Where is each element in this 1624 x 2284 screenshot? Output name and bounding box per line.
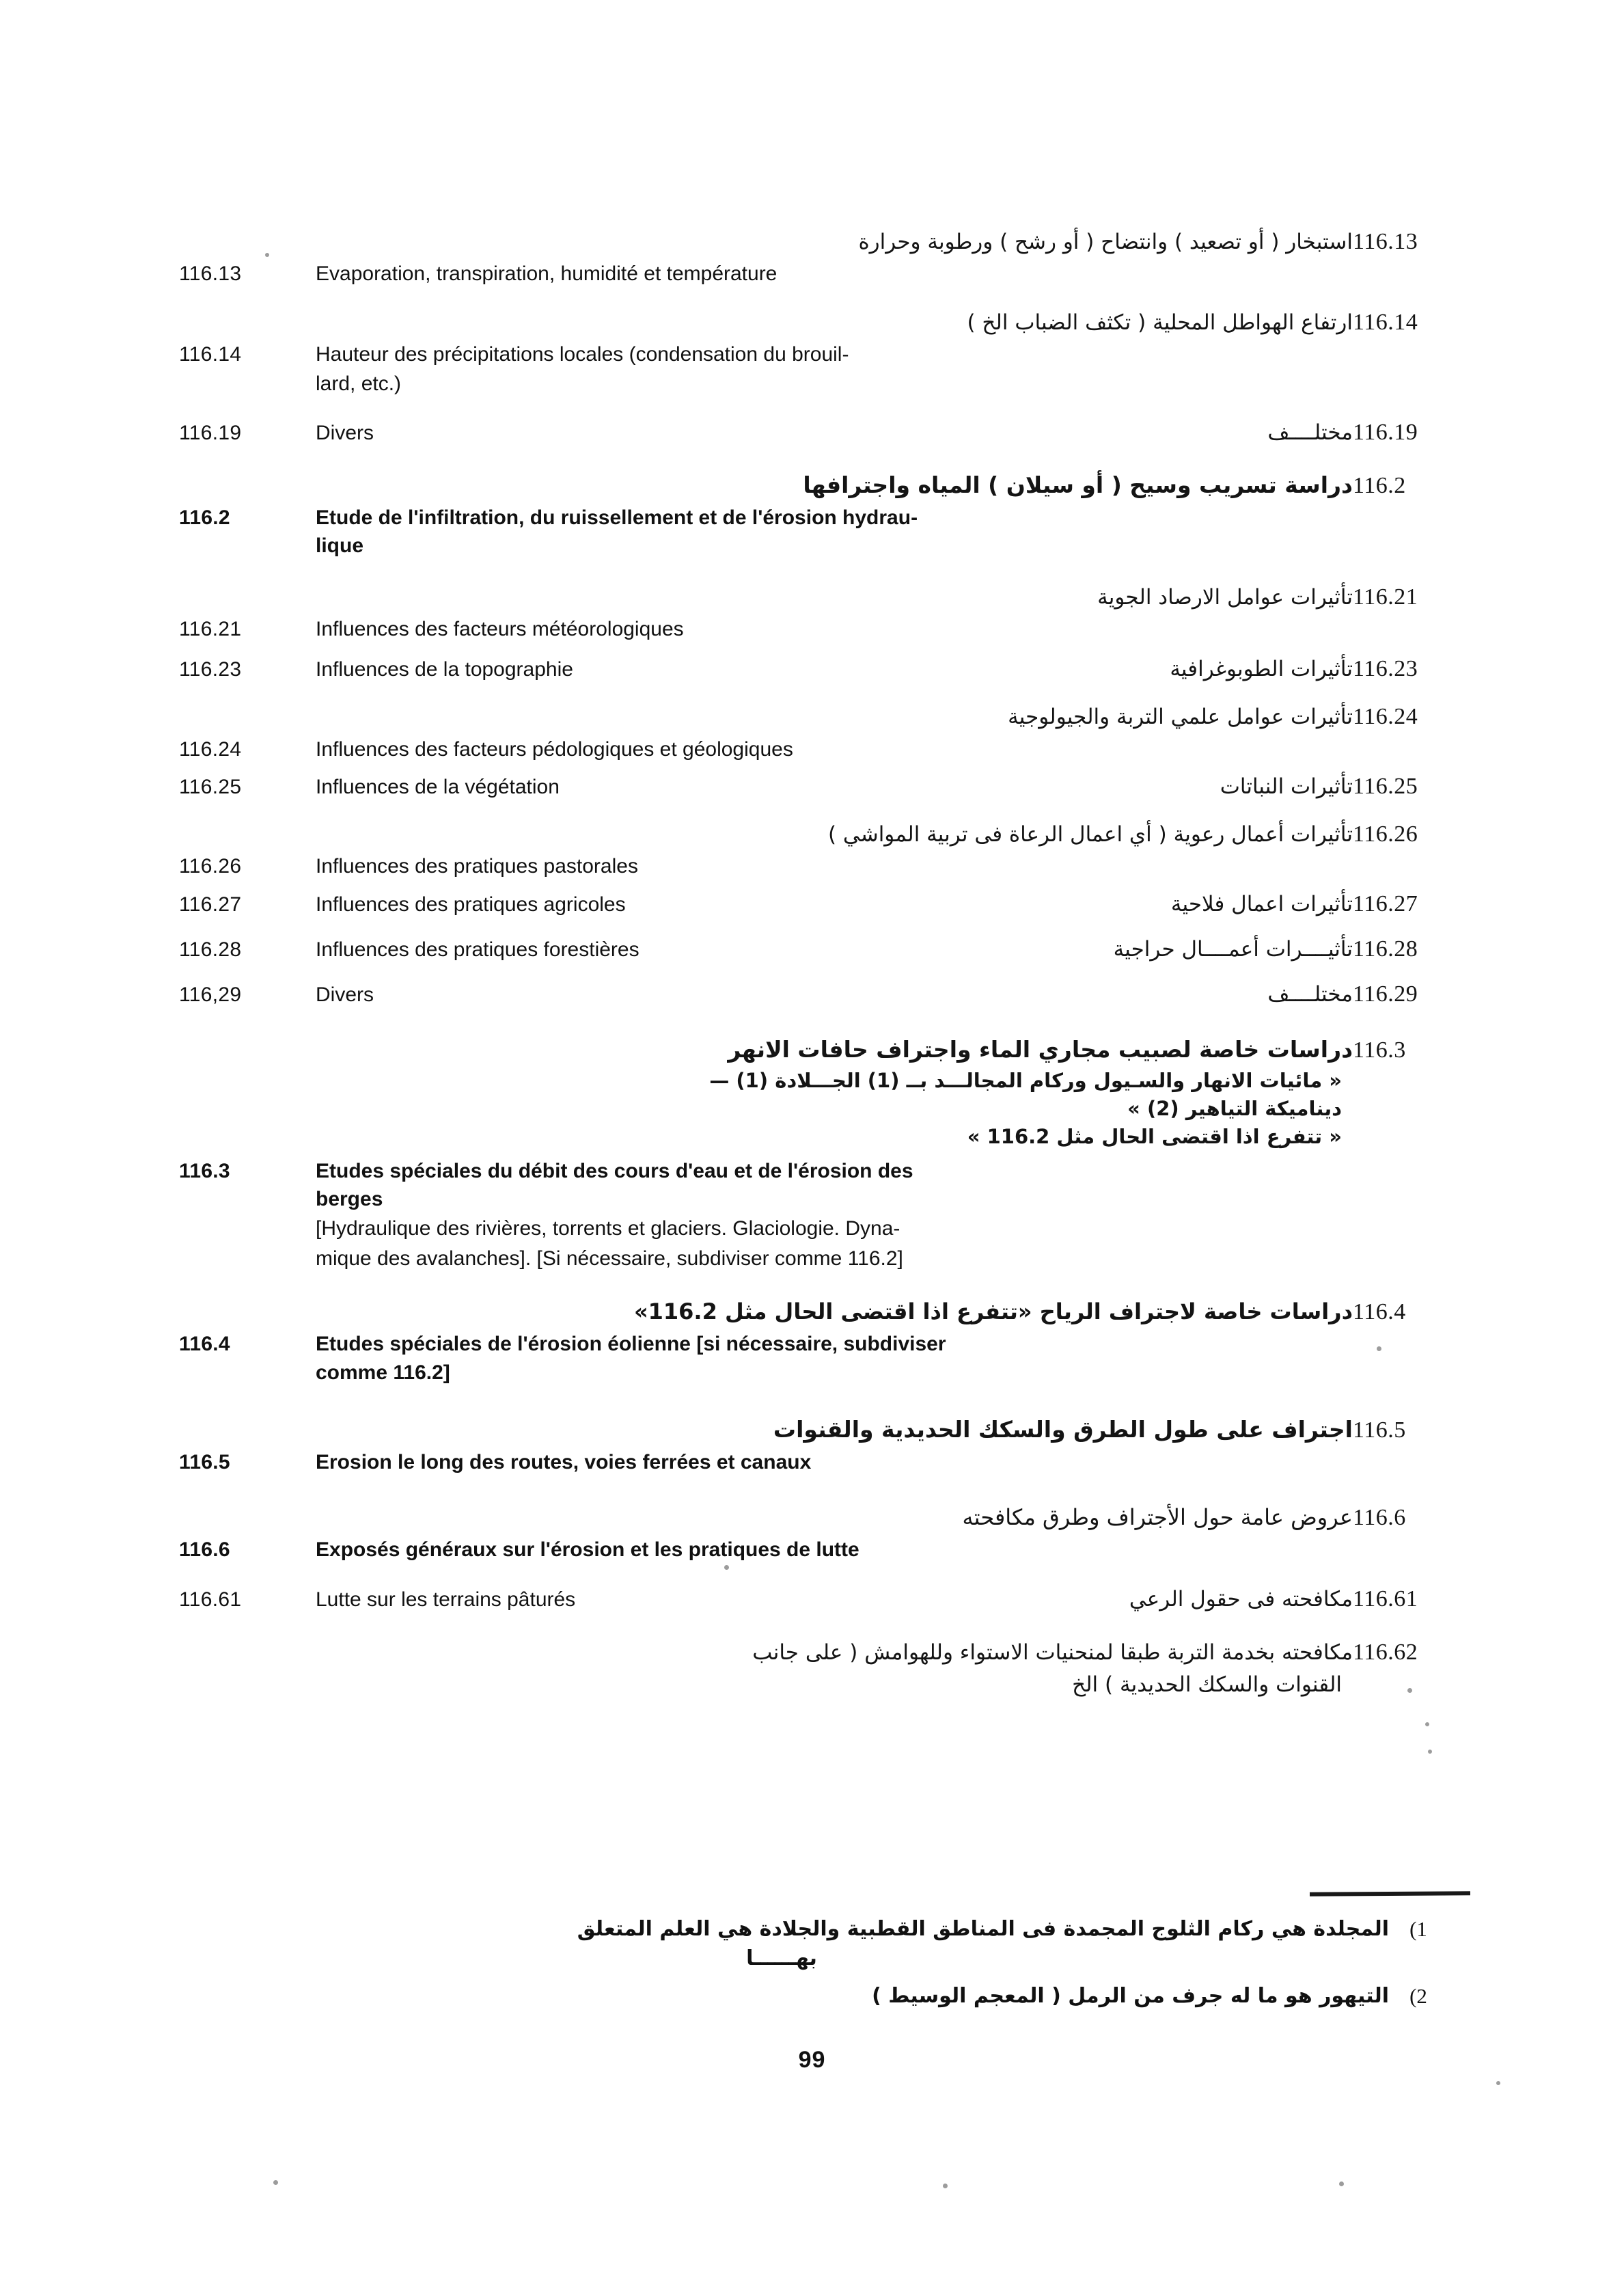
footnote-text xyxy=(174,1981,1392,2013)
entry-116-13 xyxy=(179,226,1450,288)
arabic-text: مكافحته بخدمة التربة طبقا لمنحنيات الاستواء وللهوامش ( على جانب xyxy=(752,1640,1353,1666)
french-text: Influences des pratiques forestières xyxy=(316,938,639,961)
french-text xyxy=(313,1330,1122,1387)
arabic-text: تأثيرات أعمال رعوية ( أي اعمال الرعاة فى تربية المواشي ) xyxy=(827,822,1353,847)
arabic-text: تأثيرات اعمال فلاحية xyxy=(1170,891,1353,916)
arabic-line xyxy=(179,818,1450,851)
french-number: 116.21 xyxy=(179,618,242,641)
entry-116-21 xyxy=(179,581,1450,644)
arabic-text: ارتفاع الهواطل المحلية ( تكثف الضباب الخ ) xyxy=(967,310,1353,335)
entry-116-29 xyxy=(179,981,1450,1016)
french-note-1: [Hydraulique des rivières, torrents et glaciers. Glaciologie. Dyna- xyxy=(316,1217,900,1240)
french-text: Lutte sur les terrains pâturés xyxy=(316,1588,576,1612)
arabic-text: مختلــــف xyxy=(1267,981,1353,1007)
arabic-number: 116.29 xyxy=(1353,981,1418,1007)
arabic-text: اجتراف على طول الطرق والسكك الحديدية والقنوات xyxy=(773,1416,1353,1443)
french-line xyxy=(179,419,1450,447)
entry-116-61 xyxy=(179,1586,1450,1621)
arabic-number: 116.27 xyxy=(1353,891,1418,916)
french-text xyxy=(313,504,1122,560)
french-text-line-1: Etude de l'infiltration, du ruissellement et de l'érosion hydrau- xyxy=(316,506,918,529)
entry-list xyxy=(179,226,1450,1709)
arabic-note-line-2 xyxy=(179,1095,1450,1123)
french-line xyxy=(179,891,1450,919)
scan-speck xyxy=(273,2180,278,2185)
scan-speck xyxy=(1496,2081,1500,2085)
french-text: Evaporation, transpiration, humidité et température xyxy=(316,262,777,286)
french-number: 116.2 xyxy=(179,506,230,529)
arabic-text-line-2: القنوات والسكك الحديدية ) الخ xyxy=(1072,1672,1342,1697)
french-number: 116.4 xyxy=(179,1333,230,1356)
french-line xyxy=(179,655,1450,683)
arabic-number: 116.28 xyxy=(1353,936,1418,962)
french-line xyxy=(179,936,1450,964)
arabic-line xyxy=(179,1636,1450,1669)
french-text-line-2: lard, etc.) xyxy=(316,372,402,396)
arabic-text: دراسات خاصة لاجتراف الرياح «تتفرع اذا اقتضى الحال مثل 116.2» xyxy=(633,1299,1353,1325)
french-line xyxy=(179,615,1450,643)
french-text-line-2: lique xyxy=(316,534,364,558)
entry-116-5 xyxy=(179,1414,1450,1477)
footnote-separator xyxy=(1310,1891,1470,1896)
arabic-number: 116.25 xyxy=(1353,774,1418,800)
arabic-text: تأثيرات عوامل الارصاد الجوية xyxy=(1097,584,1353,610)
arabic-number: 116.62 xyxy=(1353,1640,1418,1666)
footnote-body: المجلدة هي ركام الثلوج المجمدة فى المناطق القطبية والجلادة هي العلم المتعلق xyxy=(577,1917,1389,1941)
french-text: Influences des facteurs météorologiques xyxy=(316,618,684,641)
entry-116-24 xyxy=(179,701,1450,763)
arabic-number: 116.13 xyxy=(1353,229,1418,254)
french-line xyxy=(179,1536,1450,1564)
footnote-marker: (1 xyxy=(1409,1917,1427,1941)
french-line xyxy=(179,1448,1450,1476)
french-number: 116.26 xyxy=(179,855,242,878)
arabic-line xyxy=(179,226,1450,258)
scan-speck xyxy=(1425,1722,1429,1726)
arabic-line xyxy=(179,701,1450,733)
french-text-line-2: berges xyxy=(316,1187,383,1210)
arabic-number: 116.14 xyxy=(1353,309,1418,335)
footnote-body: التيهور هو ما له جرف من الرمل ( المعجم الوسيط ) xyxy=(872,1984,1389,2008)
arabic-line xyxy=(179,1034,1450,1067)
french-number: 116.23 xyxy=(179,658,242,681)
page-number: 99 xyxy=(798,2047,826,2073)
french-text-line-1: Etudes spéciales de l'érosion éolienne [si nécessaire, subdiviser xyxy=(316,1333,946,1356)
arabic-note-3: « تتفرع اذا اقتضى الحال مثل 116.2 » xyxy=(967,1125,1342,1149)
arabic-line xyxy=(179,306,1450,339)
arabic-text: عروض عامة حول الأجتراف وطرق مكافحته xyxy=(962,1504,1353,1530)
arabic-text: مكافحته فى حقول الرعي xyxy=(1129,1587,1353,1612)
french-line xyxy=(179,1586,1450,1614)
scan-speck xyxy=(943,2184,948,2188)
french-line xyxy=(179,735,1450,763)
entry-116-25 xyxy=(179,773,1450,808)
french-number: 116.28 xyxy=(179,938,242,961)
arabic-number: 116.23 xyxy=(1353,656,1418,682)
french-line xyxy=(179,260,1450,288)
entry-116-2 xyxy=(179,470,1450,560)
entry-116-26 xyxy=(179,818,1450,881)
entry-116-6 xyxy=(179,1501,1450,1564)
arabic-line xyxy=(179,1501,1450,1534)
arabic-text: مختلــــف xyxy=(1267,420,1353,445)
french-number: 116.61 xyxy=(179,1588,242,1612)
entry-116-27 xyxy=(179,891,1450,926)
french-line xyxy=(179,340,1450,398)
arabic-number: 116.26 xyxy=(1353,821,1418,847)
arabic-number: 116.19 xyxy=(1353,419,1418,445)
footnote-1 xyxy=(174,1914,1445,1974)
french-line xyxy=(179,981,1450,1009)
french-number: 116.27 xyxy=(179,893,242,916)
french-number: 116.13 xyxy=(179,262,242,286)
french-text: Divers xyxy=(316,983,374,1006)
arabic-number: 116.5 xyxy=(1353,1417,1406,1443)
arabic-text: دراسات خاصة لصبيب مجاري الماء واجتراف حافات الانهر xyxy=(728,1035,1353,1063)
arabic-note-line-1 xyxy=(179,1067,1450,1095)
arabic-number: 116.24 xyxy=(1353,704,1418,730)
arabic-line xyxy=(179,470,1450,502)
arabic-text: تأثيــــرات أعمــــال حراجية xyxy=(1113,936,1353,962)
french-number: 116.6 xyxy=(179,1538,230,1562)
french-line xyxy=(179,1157,1450,1273)
arabic-number: 116.61 xyxy=(1353,1586,1418,1612)
french-number: 116.25 xyxy=(179,776,242,799)
french-line xyxy=(179,773,1450,801)
french-number: 116,29 xyxy=(179,983,242,1006)
french-text: Influences des pratiques agricoles xyxy=(316,893,626,916)
entry-116-3 xyxy=(179,1034,1450,1273)
arabic-text: تأثيرات عوامل علمي التربة والجيولوجية xyxy=(1008,705,1353,730)
footnote-text xyxy=(174,1914,1392,1974)
footnote-2 xyxy=(174,1981,1445,2013)
arabic-number: 116.4 xyxy=(1353,1299,1406,1325)
arabic-number: 116.21 xyxy=(1353,584,1418,610)
french-text: Influences de la topographie xyxy=(316,658,573,681)
arabic-number: 116.2 xyxy=(1353,472,1406,498)
french-text xyxy=(313,1157,1122,1273)
french-number: 116.5 xyxy=(179,1451,230,1474)
arabic-text: تأثيرات الطوبوغرافية xyxy=(1170,657,1353,682)
french-text: Divers xyxy=(316,421,374,444)
entry-116-23 xyxy=(179,655,1450,691)
footnote-list xyxy=(174,1914,1445,2020)
french-text: Influences de la végétation xyxy=(316,776,560,799)
scan-speck xyxy=(1428,1750,1432,1754)
french-text: Exposés généraux sur l'érosion et les pratiques de lutte xyxy=(316,1538,859,1562)
french-text-line-1: Hauteur des précipitations locales (condensation du brouil- xyxy=(316,342,849,366)
arabic-note-line-3 xyxy=(179,1123,1450,1151)
footnote-marker: (2 xyxy=(1409,1984,1427,2008)
arabic-text: دراسة تسريب وسيح ( أو سيلان ) المياه واجترافها xyxy=(803,471,1353,498)
french-number: 116.19 xyxy=(179,421,242,444)
french-text-line-1: Etudes spéciales du débit des cours d'eau et de l'érosion des xyxy=(316,1159,913,1182)
french-text: Erosion le long des routes, voies ferrées et canaux xyxy=(316,1451,812,1474)
arabic-number: 116.3 xyxy=(1353,1037,1406,1063)
arabic-line xyxy=(179,1414,1450,1447)
french-text xyxy=(313,340,1122,398)
entry-116-28 xyxy=(179,936,1450,971)
entry-116-19 xyxy=(179,419,1450,453)
french-line xyxy=(179,504,1450,560)
french-note-2: mique des avalanches]. [Si nécessaire, subdiviser comme 116.2] xyxy=(316,1247,903,1270)
arabic-number: 116.6 xyxy=(1353,1504,1406,1530)
arabic-line xyxy=(179,581,1450,614)
french-text-line-2: comme 116.2] xyxy=(316,1361,450,1384)
footnote-tail: بهــــــا xyxy=(746,1946,817,1970)
french-number: 116.3 xyxy=(179,1159,230,1182)
entry-116-14 xyxy=(179,306,1450,398)
arabic-line xyxy=(179,1296,1450,1329)
scan-speck xyxy=(1339,2181,1344,2186)
entry-116-62 xyxy=(179,1636,1450,1699)
arabic-text: تأثيرات النباتات xyxy=(1220,774,1353,800)
french-number: 116.24 xyxy=(179,737,242,761)
french-text: Influences des facteurs pédologiques et géologiques xyxy=(316,737,793,761)
french-number: 116.14 xyxy=(179,342,242,366)
french-text: Influences des pratiques pastorales xyxy=(316,855,638,878)
arabic-text: استبخار ( أو تصعيد ) وانتضاح ( أو رشح ) ورطوبة وحرارة xyxy=(858,230,1353,254)
arabic-line-2 xyxy=(179,1670,1450,1700)
arabic-note-1: « مائيات الانهار والسـيول وركام المجالـــد بــ (1) الجـــلادة (1) — xyxy=(709,1068,1342,1092)
arabic-note-2: ديناميكة التياهير (2) » xyxy=(1127,1097,1342,1121)
french-line xyxy=(179,852,1450,880)
entry-116-4 xyxy=(179,1296,1450,1387)
french-line xyxy=(179,1330,1450,1387)
